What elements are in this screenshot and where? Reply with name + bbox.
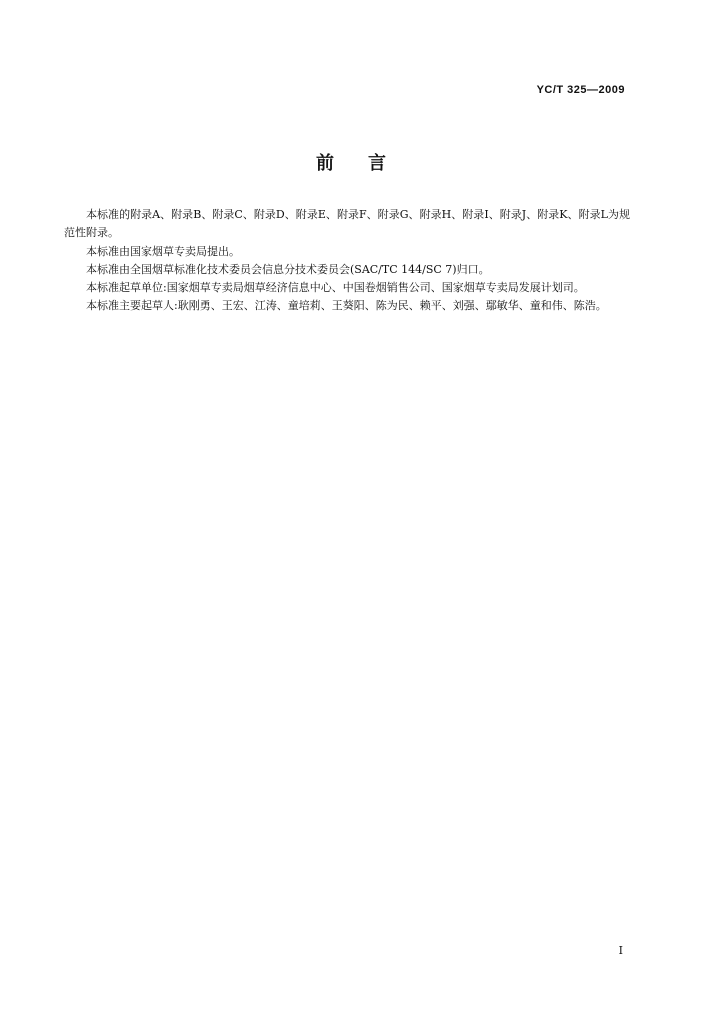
foreword-body: [64, 206, 630, 316]
paragraph-drafters: 本标准主要起草人:耿刚勇、王宏、江涛、童培莉、王葵阳、陈为民、赖平、刘强、鄢敏华、童和伟、陈浩。: [86, 299, 607, 313]
paragraph-drafting-units: 本标准起草单位:国家烟草专卖局烟草经济信息中心、中国卷烟销售公司、国家烟草专卖局发展计划司。: [86, 281, 585, 295]
standard-code: YC/T 325—2009: [536, 84, 625, 96]
paragraph-annexes: 本标准的附录A、附录B、附录C、附录D、附录E、附录F、附录G、附录H、附录I、附录J、附录K、附录L为规范性附录。: [64, 208, 630, 240]
page-number: I: [618, 944, 623, 957]
page-title: 前言: [316, 153, 420, 174]
paragraph-proposer: 本标准由国家烟草专卖局提出。: [86, 244, 240, 258]
paragraph-committee: 本标准由全国烟草标准化技术委员会信息分技术委员会(SAC/TC 144/SC 7)归口。: [86, 262, 490, 276]
